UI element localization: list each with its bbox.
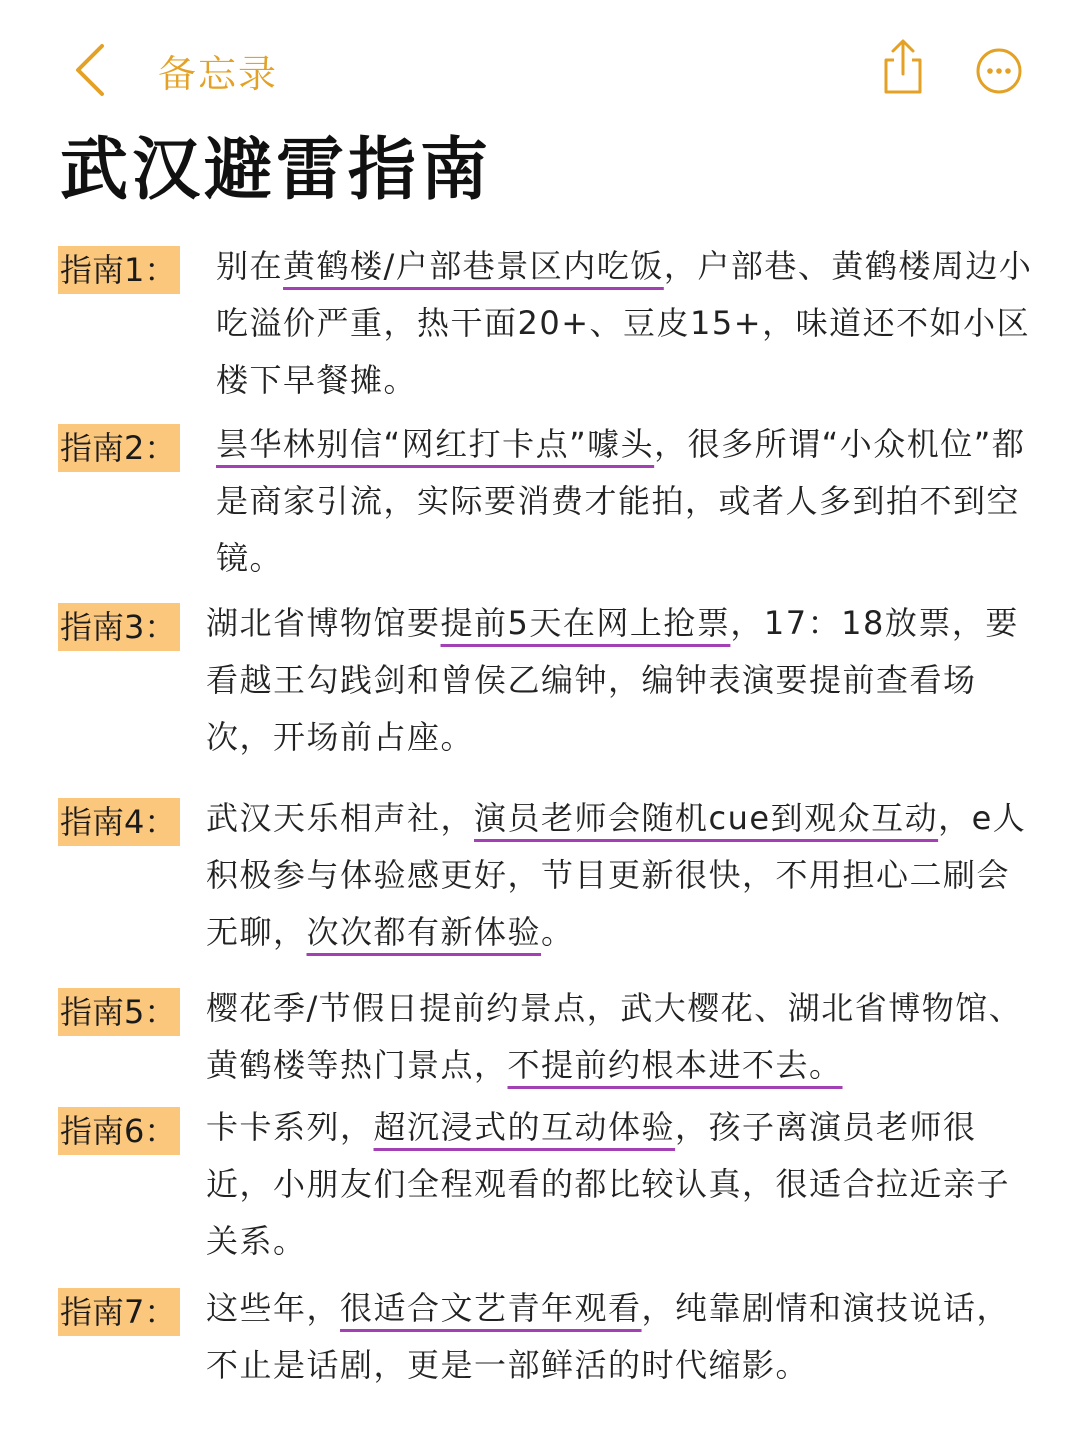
underlined-phrase: 演员老师会随机cue到观众互动 (474, 799, 939, 837)
tip-label: 指南5： (58, 988, 180, 1036)
back-button[interactable] (70, 40, 300, 100)
tip-text: 卡卡系列，超沉浸式的互动体验，孩子离演员老师很近，小朋友们全程观看的都比较认真，很适合拉近亲子关系。 (206, 1108, 1011, 1260)
share-button[interactable] (880, 38, 926, 96)
underlined-phrase: 昙华林别信“网红打卡点”噱头 (216, 425, 655, 463)
note-title: 武汉避雷指南 (60, 131, 493, 210)
tip-label: 指南4： (58, 798, 180, 846)
tip-text: 昙华林别信“网红打卡点”噱头，很多所谓“小众机位”都是商家引流，实际要消费才能拍，或者人多到拍不到空镜。 (216, 425, 1026, 577)
tip-label: 指南6： (58, 1107, 180, 1155)
tip-text: 别在黄鹤楼/户部巷景区内吃饭，户部巷、黄鹤楼周边小吃溢价严重，热干面20+、豆皮15+，味道还不如小区楼下早餐摊。 (216, 247, 1033, 399)
share-icon (880, 81, 926, 100)
more-dots-icon (975, 80, 1023, 99)
underlined-phrase: 不提前约根本进不去。 (507, 1046, 843, 1084)
back-button-label: 备忘录 (158, 51, 279, 96)
chevron-left-icon (70, 42, 110, 98)
tip-text: 湖北省博物馆要提前5天在网上抢票，17：18放票，要看越王勾践剑和曾侯乙编钟，编钟表演要提前查看场次，开场前占座。 (206, 604, 1019, 756)
underlined-phrase: 黄鹤楼/户部巷景区内吃饭 (283, 247, 664, 285)
tip-label: 指南1： (58, 246, 180, 294)
tip-label: 指南7： (58, 1288, 180, 1336)
tip-text: 樱花季/节假日提前约景点，武大樱花、湖北省博物馆、黄鹤楼等热门景点，不提前约根本进不去。 (206, 989, 1023, 1084)
tip-text: 这些年，很适合文艺青年观看，纯靠剧情和演技说话，不止是话剧，更是一部鲜活的时代缩影。 (206, 1289, 1011, 1384)
more-button[interactable] (975, 47, 1023, 95)
tip-text: 武汉天乐相声社，演员老师会随机cue到观众互动，e人积极参与体验感更好，节目更新很快，不用担心二刷会无聊，次次都有新体验。 (206, 799, 1027, 951)
top-nav-bar (0, 0, 1080, 130)
tip-label: 指南3： (58, 603, 180, 651)
tip-label: 指南2： (58, 424, 180, 472)
underlined-phrase: 很适合文艺青年观看 (340, 1289, 642, 1327)
underlined-phrase: 超沉浸式的互动体验 (373, 1108, 676, 1146)
underlined-phrase: 提前5天在网上抢票 (440, 604, 731, 642)
underlined-phrase: 次次都有新体验 (306, 913, 542, 951)
